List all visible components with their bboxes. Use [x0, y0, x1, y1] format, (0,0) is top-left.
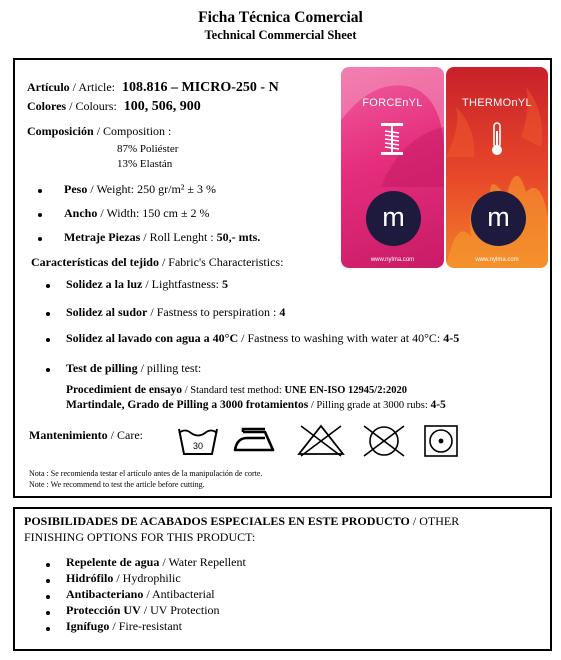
article-value: 108.816 – MICRO-250 - N	[121, 80, 279, 95]
care-row	[29, 428, 143, 443]
tag-url: www.nylma.com	[475, 257, 519, 263]
perspiration-row	[66, 305, 285, 320]
finishing-item-en: / Water Repellent	[159, 555, 246, 569]
forcenyl-brand: FORCEnYL	[362, 97, 423, 109]
width-text: / Width: 150 cm ± 2 %	[97, 206, 210, 220]
martindale-text: / Pilling grade at 3000 rubs:	[308, 400, 431, 411]
finishing-item	[66, 555, 246, 570]
roll-length-text: / Roll Lenght :	[140, 230, 217, 244]
finishing-item-en: / Hydrophilic	[113, 571, 181, 585]
finishing-item-en: / Antibacterial	[143, 587, 215, 601]
nylma-logo-letter: m	[382, 202, 405, 232]
note-es: Nota : Se recomienda testar el artículo antes de la manipulación de corte.	[29, 469, 263, 478]
bullet	[46, 312, 50, 316]
finishing-item-es: Antibacteriano	[66, 587, 144, 601]
roll-length-label: Metraje Piezas	[64, 230, 141, 244]
bullet	[46, 611, 50, 615]
characteristics-heading	[31, 255, 283, 270]
washing-row	[66, 331, 459, 346]
lightfastness-value: 5	[222, 277, 229, 291]
procedure-value: UNE EN-ISO 12945/2:2020	[284, 385, 407, 396]
finishing-item	[66, 587, 215, 602]
spring-icon	[379, 122, 405, 156]
characteristics-heading-es: Características del tejido	[31, 255, 159, 269]
composition-item: 13% Elastán	[117, 158, 173, 170]
pilling-label: Test de pilling	[66, 361, 138, 375]
finishing-item-es: Hidrófilo	[66, 571, 114, 585]
colours-label-es: Colores	[27, 99, 67, 113]
bullet	[46, 627, 50, 631]
bullet	[38, 189, 42, 193]
width-row	[64, 206, 210, 221]
finishing-item-en: / UV Protection	[140, 603, 220, 617]
weight-label: Peso	[64, 182, 88, 196]
bullet	[46, 563, 50, 567]
bullet	[46, 595, 50, 599]
lightfastness-label: Solidez a la luz	[66, 277, 143, 291]
pilling-row	[66, 361, 201, 376]
composition-heading	[27, 124, 171, 139]
finishing-item-es: Protección UV	[66, 603, 141, 617]
finishing-item-es: Ignífugo	[66, 619, 110, 633]
nylma-logo	[471, 191, 526, 246]
article-label-en: / Article:	[69, 80, 115, 94]
bullet	[46, 579, 50, 583]
article-label-es: Artículo	[27, 80, 70, 94]
martindale-value: 4-5	[430, 399, 446, 411]
finishing-heading-en2: FINISHING OPTIONS FOR THIS PRODUCT:	[24, 530, 256, 544]
care-label-en: / Care:	[107, 428, 143, 442]
finishing-item-en: / Fire-resistant	[109, 619, 183, 633]
bullet	[46, 338, 50, 342]
sheet-subtitle: Technical Commercial Sheet	[204, 28, 357, 42]
nylma-logo	[366, 191, 421, 246]
wash-30-icon	[176, 424, 220, 458]
dry-clean-icon	[423, 424, 459, 458]
finishing-heading-es: POSIBILIDADES DE ACABADOS ESPECIALES EN ESTE PRODUCTO	[24, 514, 410, 528]
bullet	[46, 368, 50, 372]
tag-url: www.nylma.com	[370, 257, 415, 263]
colours-row	[27, 99, 201, 115]
finishing-item	[66, 571, 181, 586]
composition-item: 87% Poliéster	[117, 143, 179, 155]
finishing-heading-en: / OTHER	[409, 514, 460, 528]
bullet	[46, 284, 50, 288]
bullet	[38, 213, 42, 217]
finishing-item-es: Repelente de agua	[66, 555, 160, 569]
characteristics-heading-en: / Fabric's Characteristics:	[158, 255, 284, 269]
weight-text: / Weight: 250 gr/m² ± 3 %	[87, 182, 216, 196]
composition-label-es: Composición	[27, 124, 94, 138]
iron-icon	[233, 424, 279, 456]
washing-text: / Fastness to washing with water at 40°C:	[238, 331, 444, 345]
finishing-item	[66, 619, 182, 634]
roll-length-value: 50,- mts.	[216, 230, 261, 244]
martindale-row	[66, 399, 446, 411]
lightfastness-text: / Lightfastness:	[142, 277, 223, 291]
bullet	[38, 237, 42, 241]
no-tumble-dry-icon	[360, 424, 408, 458]
perspiration-value: 4	[279, 305, 286, 319]
washing-label: Solidez al lavado con agua a 40°C	[66, 331, 239, 345]
procedure-row	[66, 384, 407, 396]
nylma-logo-letter: m	[487, 202, 510, 232]
note-en: Note : We recommend to test the article before cutting.	[29, 480, 205, 489]
forcenyl-tag	[341, 67, 444, 268]
procedure-text: / Standard test method:	[182, 385, 285, 396]
weight-row	[64, 182, 216, 197]
finishing-heading	[24, 514, 459, 529]
article-row	[27, 80, 279, 96]
width-label: Ancho	[64, 206, 98, 220]
finishing-item	[66, 603, 220, 618]
colours-label-en: / Colours:	[66, 99, 117, 113]
perspiration-text: / Fastness to perspiration :	[147, 305, 280, 319]
pilling-text: / pilling test:	[137, 361, 202, 375]
wash-temp: 30	[192, 441, 204, 451]
composition-label-en: / Composition :	[93, 124, 172, 138]
thermonyl-brand: THERMOnYL	[462, 97, 532, 109]
colours-value: 100, 506, 900	[123, 99, 201, 114]
sheet-title: Ficha Técnica Comercial	[198, 9, 363, 26]
no-bleach-icon	[295, 424, 347, 458]
martindale-label: Martindale, Grado de Pilling a 3000 frotamientos	[66, 399, 309, 411]
perspiration-label: Solidez al sudor	[66, 305, 148, 319]
care-label-es: Mantenimiento	[29, 428, 108, 442]
lightfastness-row	[66, 277, 228, 292]
procedure-label: Procedimient de ensayo	[66, 384, 183, 396]
thermometer-icon	[489, 121, 505, 157]
washing-value: 4-5	[443, 331, 460, 345]
thermonyl-tag	[446, 67, 548, 268]
roll-length-row	[64, 230, 260, 245]
